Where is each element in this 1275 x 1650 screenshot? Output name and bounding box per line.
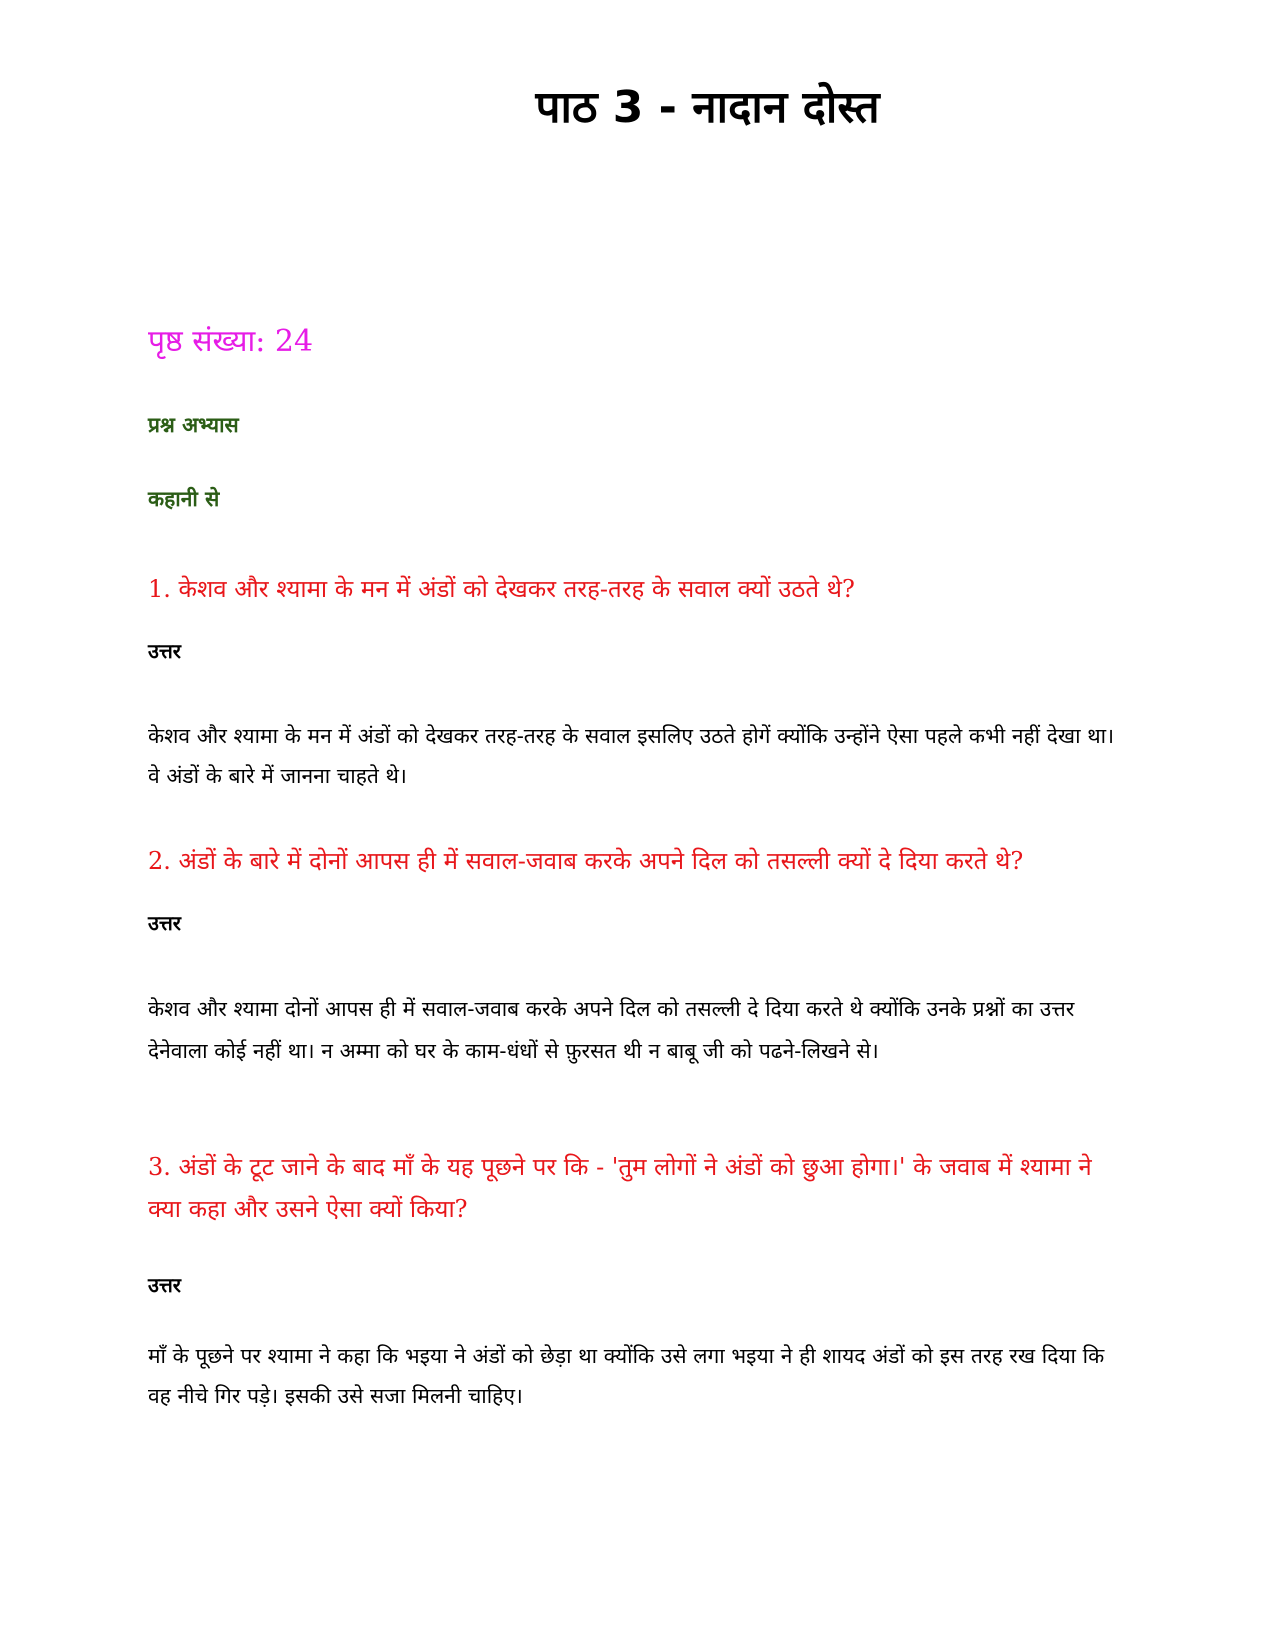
question-1: 1. केशव और श्यामा के मन में अंडों को देखकर तरह-तरह के सवाल क्यों उठते थे? (148, 575, 855, 603)
answer-label-2: उत्तर (148, 911, 181, 935)
question-2: 2. अंडों के बारे में दोनों आपस ही में सवाल-जवाब करके अपने दिल को तसल्ली क्यों दे दिया करते थे? (148, 847, 1024, 875)
lesson-title: पाठ 3 - नादान दोस्त (535, 82, 880, 133)
answer-1: केशव और श्यामा के मन में अंडों को देखकर तरह-तरह के सवाल इसलिए उठते होगें क्योंकि उन्होंने ऐसा पहले कभी नहीं देखा था। वे अंडों के बारे में जानना चाहते थे। (148, 724, 1115, 788)
page-number-label: पृष्ठ संख्या: 24 (148, 324, 314, 359)
question-3: 3. अंडों के टूट जाने के बाद माँ के यह पूछने पर कि - 'तुम लोगों ने अंडों को छुआ होगा।' के जवाब में श्यामा ने क्या कहा और उसने ऐसा क्यों किया? (148, 1153, 1092, 1223)
answer-3: माँ के पूछने पर श्यामा ने कहा कि भइया ने अंडों को छेड़ा था क्योंकि उसे लगा भइया ने ही शायद अंडों को इस तरह रख दिया कि वह नीचे गिर पड़े। इसकी उसे सजा मिलनी चाहिए। (148, 1344, 1105, 1408)
answer-2: केशव और श्यामा दोनों आपस ही में सवाल-जवाब करके अपने दिल को तसल्ली दे दिया करते थे क्योंकि उनके प्रश्नों का उत्तर देनेवाला कोई नहीं था। न अम्मा को घर के काम-धंधों से फ़ुरसत थी न बाबू जी को पढने-लिखने से। (148, 997, 1075, 1063)
section-heading: प्रश्न अभ्यास (148, 412, 239, 437)
answer-label-3: उत्तर (148, 1273, 181, 1297)
answer-label-1: उत्तर (148, 639, 181, 663)
subsection-heading: कहानी से (148, 486, 220, 511)
